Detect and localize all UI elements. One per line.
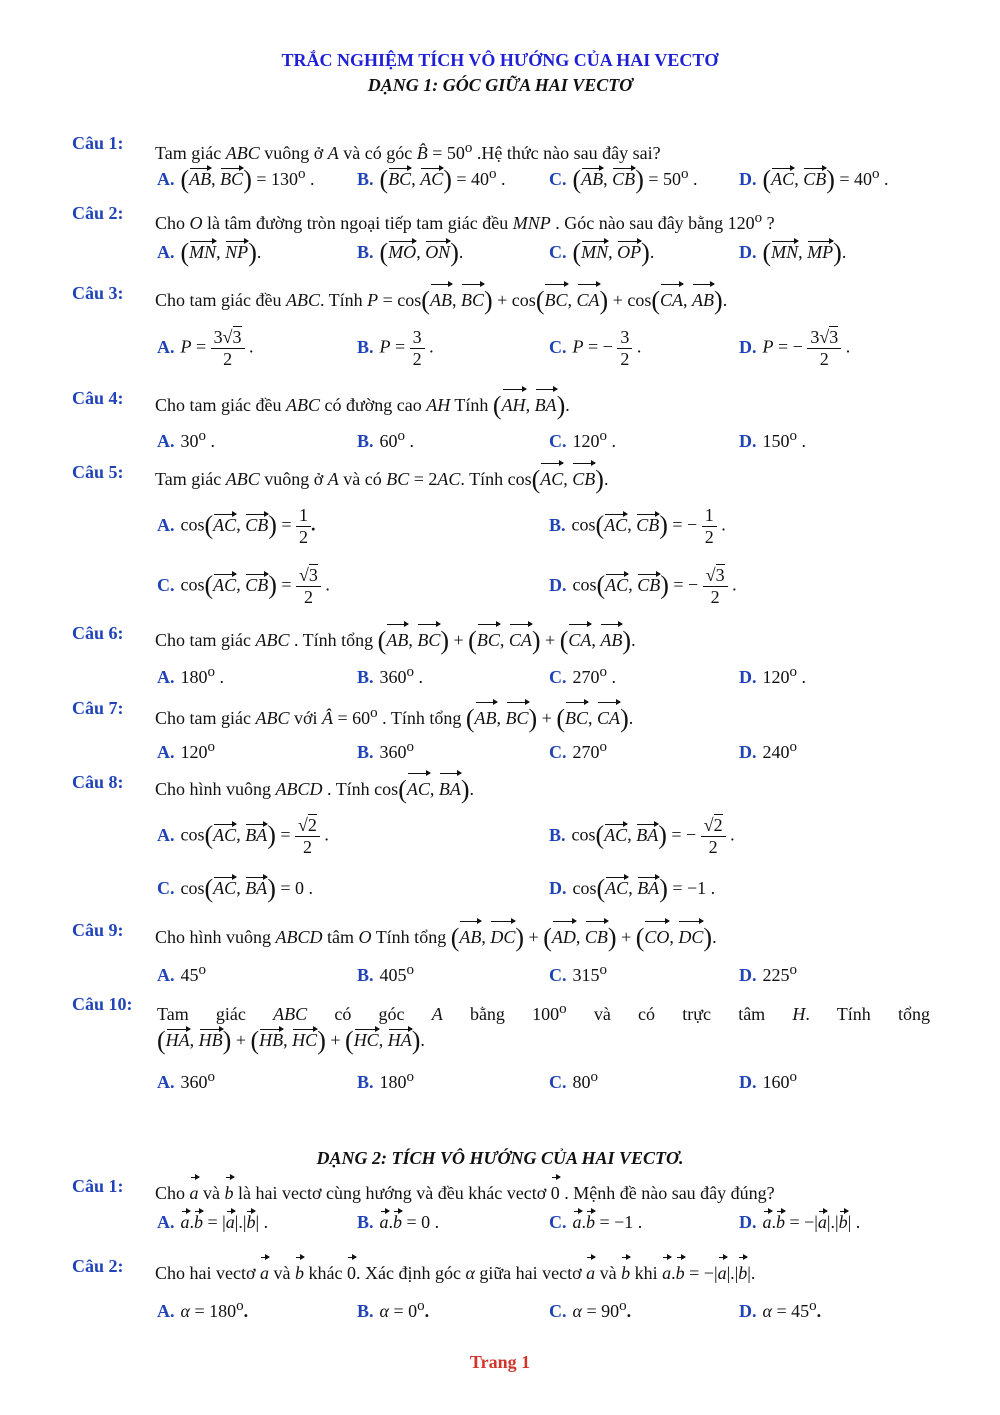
option-c[interactable]: C. cos(AC, CB) = $\frac{√3}{2}$ . — [157, 565, 330, 607]
question-text: Cho a và b là hai vectơ cùng hướng và đều khác vectơ 0 . Mệnh đề nào sau đây đúng? — [155, 1176, 935, 1208]
option-c[interactable]: C. 120$^o$ . — [549, 428, 616, 451]
option-c[interactable]: C. 315$^o$ — [549, 962, 607, 985]
question-number: Câu 2: — [72, 1256, 124, 1276]
option-b[interactable]: B. $\alpha = 0^o$. — [357, 1298, 430, 1321]
option-b[interactable]: B. 360$^o$ . — [357, 664, 424, 687]
option-b[interactable]: B. 360$^o$ — [357, 739, 415, 762]
question-number: Câu 8: — [72, 772, 124, 792]
page-number: Trang 1 — [469, 1352, 531, 1372]
option-a[interactable]: A. 120$^o$ — [157, 739, 215, 762]
option-c[interactable]: C. (AB, $CB) = 50^o$ . — [549, 165, 698, 194]
question-text: Cho tam giác đều ABC có đường cao AH Tính (AH, BA). — [155, 388, 935, 421]
question-number: Câu 9: — [72, 920, 124, 940]
option-c[interactable]: C. (MN, OP). — [549, 238, 655, 267]
option-a[interactable]: A. P = $\frac{3√3}{2}$ . — [157, 327, 254, 369]
option-c[interactable]: C. P = − $\frac{3}{2}$ . — [549, 327, 642, 369]
question-text: Cho tam giác ABC . Tính tổng (AB, BC) + (BC, CA) + (CA, AB). — [155, 623, 935, 656]
question-text: Tam giác ABC vuông ở A và có góc B̂ = $50^o$ .Hệ thức nào sau đây sai? — [155, 140, 661, 163]
option-d[interactable]: D. 120$^o$ . — [739, 664, 806, 687]
option-a[interactable]: A. cos(AC, BA) = $\frac{√2}{2}$ . — [157, 815, 329, 857]
option-c[interactable]: C. 270$^o$ . — [549, 664, 616, 687]
option-c[interactable]: C. 80$^o$ — [549, 1069, 598, 1092]
question-text: Cho hình vuông ABCD . Tính cos(AC, BA). — [155, 772, 935, 805]
option-c[interactable]: C. cos(AC, BA) = 0 . — [157, 874, 314, 903]
question-text: Tam giác ABC có góc A bằng 100$^o$ và có trực tâm H. Tính tổng — [157, 1001, 930, 1024]
question-number: Câu 3: — [72, 283, 124, 303]
section-2-title: DẠNG 2: TÍCH VÔ HƯỚNG CỦA HAI VECTƠ. — [316, 1148, 684, 1168]
question-text: Cho hai vectơ a và b khác 0. Xác định góc α giữa hai vectơ a và b khi a.b = −|a|.|b|. — [155, 1256, 955, 1288]
option-b[interactable]: B. P = $\frac{3}{2}$ . — [357, 327, 434, 369]
option-d[interactable]: D. cos(AC, BA) = −1 . — [549, 874, 716, 903]
option-a[interactable]: A. (MN, NP). — [157, 238, 262, 267]
option-b[interactable]: B. (BC, $AC) = 40^o$ . — [357, 165, 506, 194]
question-number: Câu 10: — [72, 994, 133, 1014]
question-number: Câu 5: — [72, 462, 124, 482]
option-b[interactable]: B. a.b = 0 . — [357, 1212, 440, 1232]
question-text: Cho O là tâm đường tròn ngoại tiếp tam giác đều MNP . Góc nào sau đây bằng 120$^o$ ? — [155, 210, 775, 233]
option-c[interactable]: C. $\alpha = 90^o$. — [549, 1298, 632, 1321]
option-d[interactable]: D. a.b = −|a|.|b| . — [739, 1212, 861, 1232]
option-d[interactable]: D. 150$^o$ . — [739, 428, 806, 451]
question-text: Cho tam giác đều ABC. Tính P = cos(AB, BC) + cos(BC, CA) + cos(CA, AB). — [155, 283, 935, 316]
option-a[interactable]: A. 30$^o$ . — [157, 428, 215, 451]
question-number: Câu 7: — [72, 698, 124, 718]
option-a[interactable]: A. $\alpha = 180^o$. — [157, 1298, 249, 1321]
option-a[interactable]: A. 360$^o$ — [157, 1069, 215, 1092]
option-c[interactable]: C. a.b = −1 . — [549, 1212, 643, 1232]
question-number: Câu 1: — [72, 133, 124, 153]
option-a[interactable]: A. cos(AC, CB) = $\frac{1}{2}$ . — [157, 505, 316, 547]
document-title: TRẮC NGHIỆM TÍCH VÔ HƯỚNG CỦA HAI VECTƠ — [281, 50, 719, 70]
option-d[interactable]: D. cos(AC, CB) = − $\frac{√3}{2}$ . — [549, 565, 737, 607]
question-text: Cho tam giác ABC với Â = $60^o$ . Tính tổng (AB, BC) + (BC, CA). — [155, 698, 935, 734]
option-d[interactable]: D. 160$^o$ — [739, 1069, 797, 1092]
option-b[interactable]: B. 405$^o$ — [357, 962, 415, 985]
section-1-title: DẠNG 1: GÓC GIỮA HAI VECTƠ — [367, 75, 633, 95]
question-number: Câu 4: — [72, 388, 124, 408]
option-d[interactable]: D. 240$^o$ — [739, 739, 797, 762]
option-b[interactable]: B. cos(AC, CB) = − $\frac{1}{2}$ . — [549, 505, 726, 547]
option-a[interactable]: A. (AB, $BC) = 130^o$ . — [157, 165, 315, 194]
option-d[interactable]: D. (AC, $CB) = 40^o$ . — [739, 165, 889, 194]
option-b[interactable]: B. 60$^o$ . — [357, 428, 415, 451]
question-number: Câu 2: — [72, 203, 124, 223]
option-a[interactable]: A. a.b = |a|.|b| . — [157, 1212, 269, 1232]
option-b[interactable]: B. 180$^o$ — [357, 1069, 415, 1092]
option-a[interactable]: A. 180$^o$ . — [157, 664, 224, 687]
option-d[interactable]: D. 225$^o$ — [739, 962, 797, 985]
option-d[interactable]: D. P = − $\frac{3√3}{2}$ . — [739, 327, 851, 369]
question-text: Tam giác ABC vuông ở A và có BC = 2AC. Tính cos(AC, CB). — [155, 462, 935, 495]
option-c[interactable]: C. 270$^o$ — [549, 739, 607, 762]
option-b[interactable]: B. (MO, ON). — [357, 238, 464, 267]
question-text: Cho hình vuông ABCD tâm O Tính tổng (AB, DC) + (AD, CB) + (CO, DC). — [155, 920, 935, 953]
option-b[interactable]: B. cos(AC, BA) = − $\frac{√2}{2}$ . — [549, 815, 735, 857]
question-number: Câu 6: — [72, 623, 124, 643]
question-text-continued: (HA, HB) + (HB, HC) + (HC, HA). — [157, 1026, 425, 1055]
option-a[interactable]: A. 45$^o$ — [157, 962, 206, 985]
option-d[interactable]: D. $\alpha = 45^o$. — [739, 1298, 822, 1321]
question-number: Câu 1: — [72, 1176, 124, 1196]
option-d[interactable]: D. (MN, MP). — [739, 238, 847, 267]
